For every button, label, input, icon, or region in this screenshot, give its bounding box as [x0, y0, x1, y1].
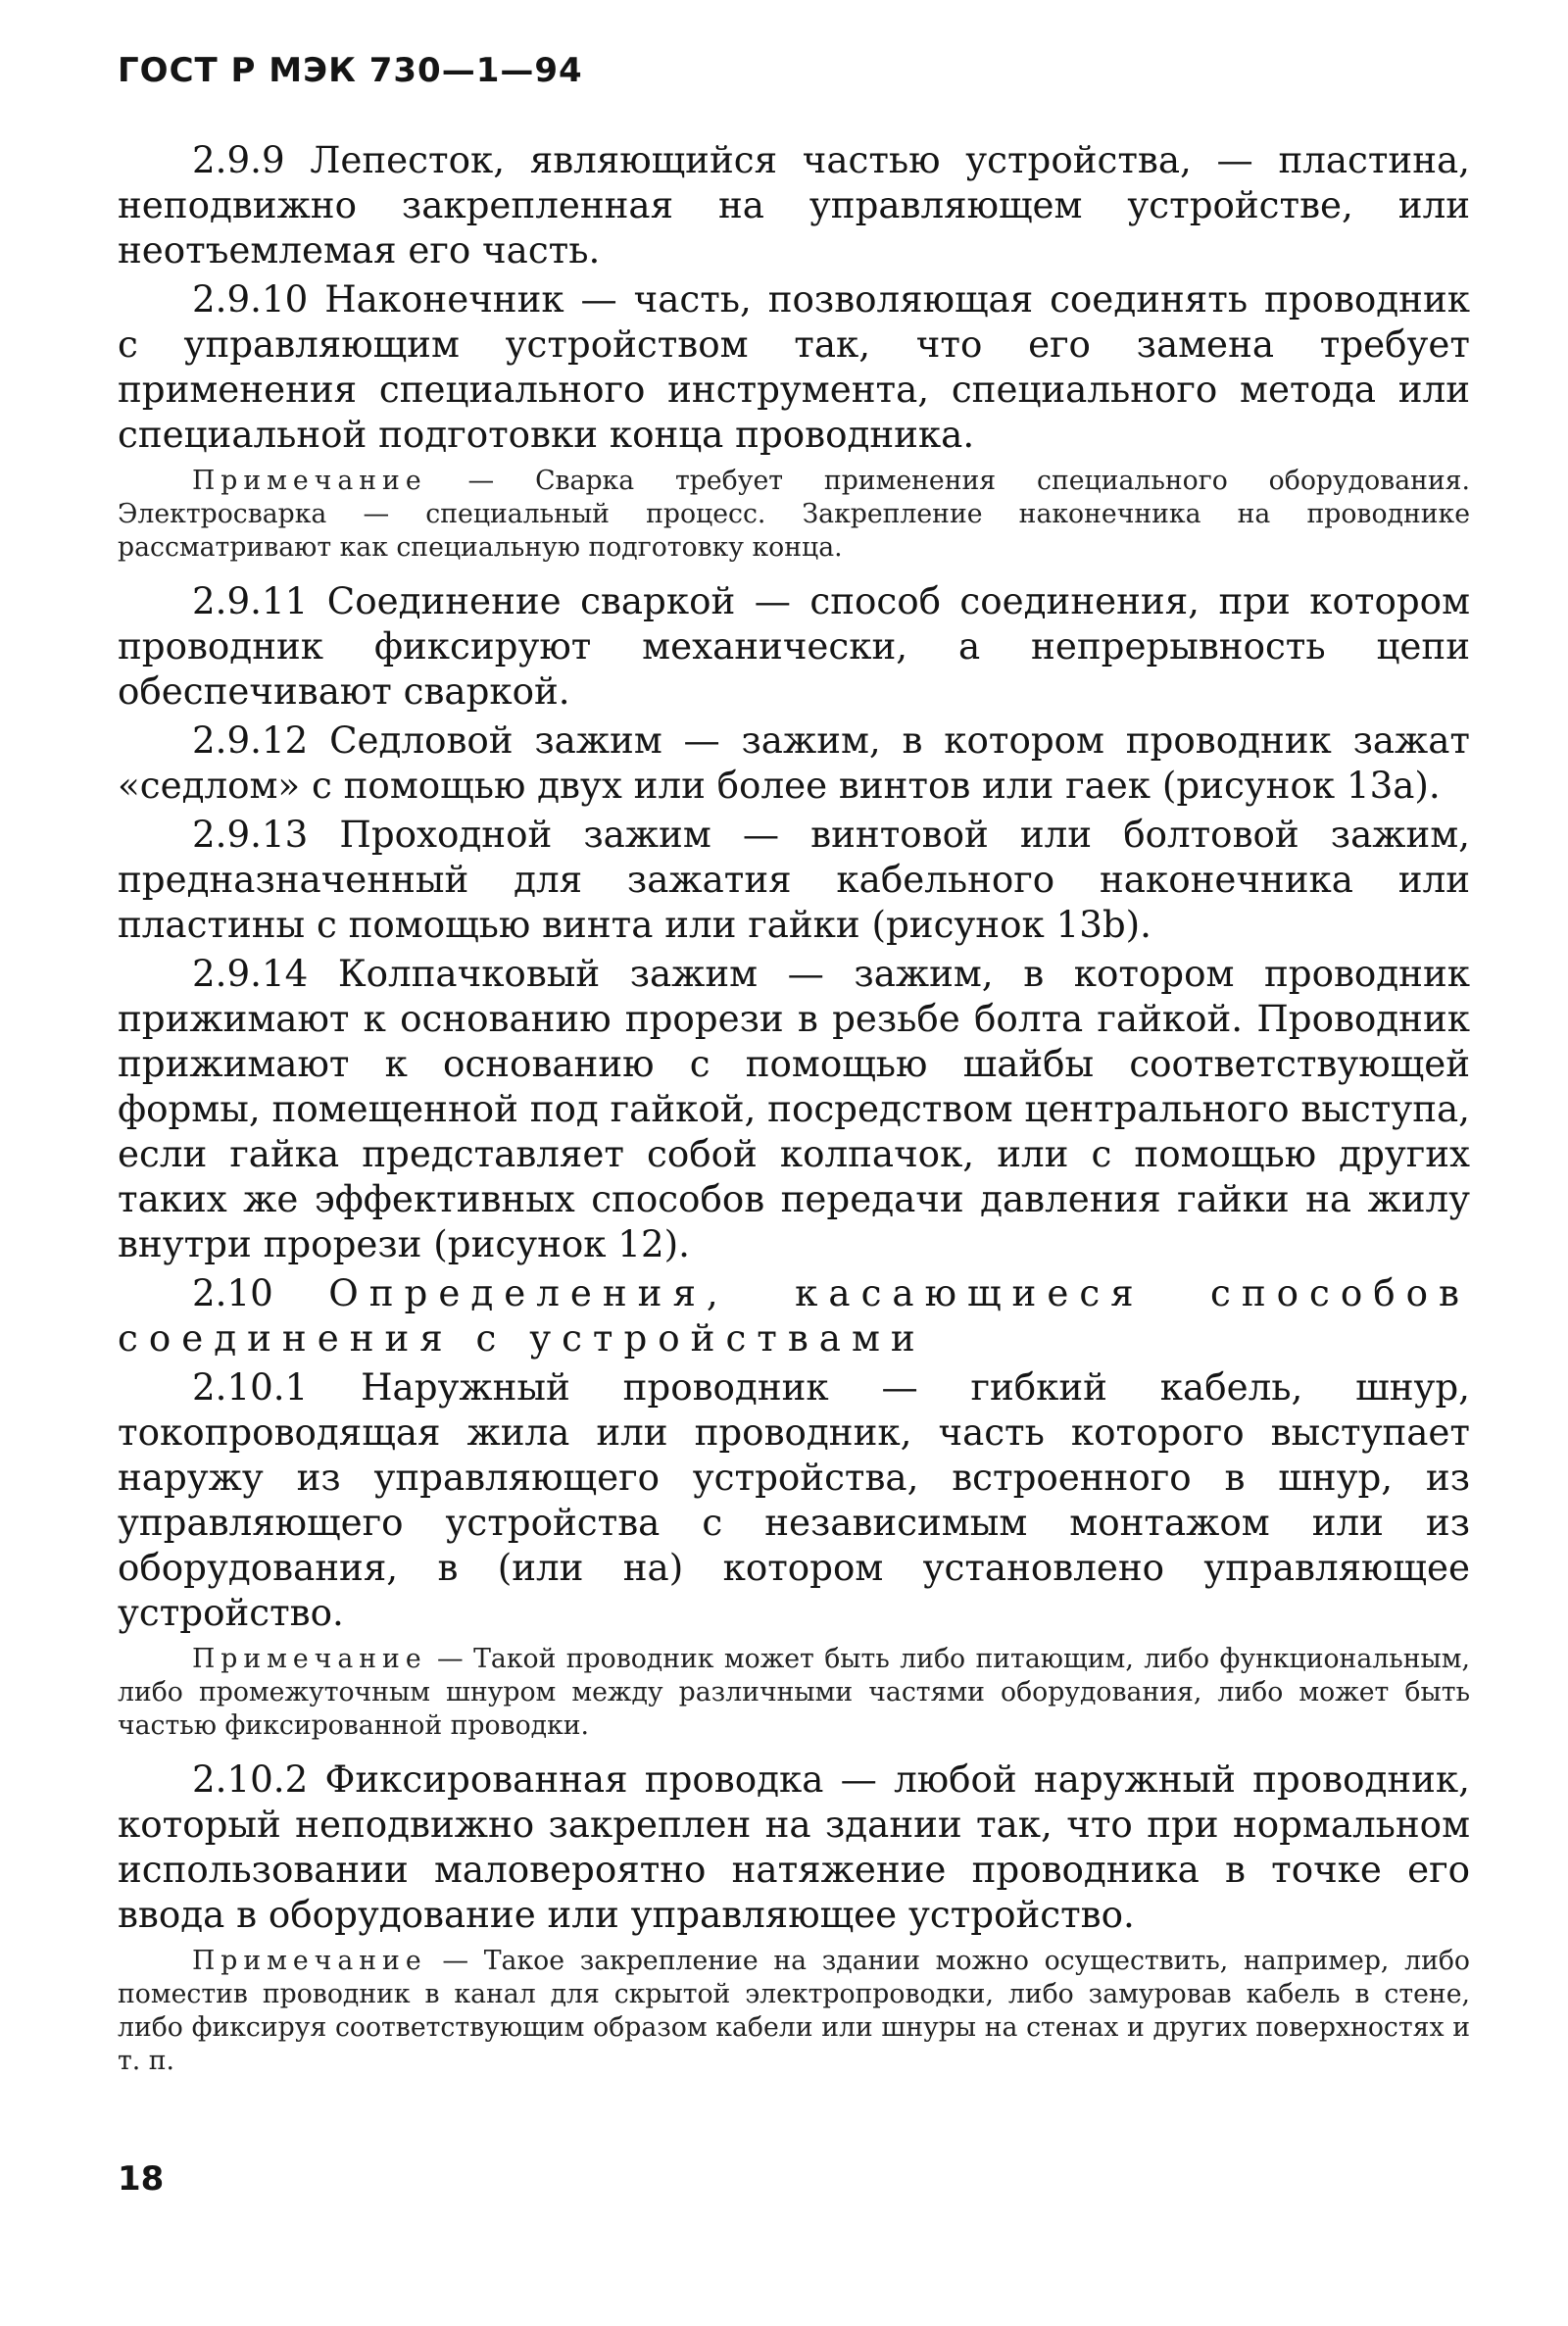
paragraph-2-9-11: 2.9.11 Соединение сваркой — способ соединения, при котором проводник фиксируют механически, а непрерывность цепи обеспечивают сваркой. — [118, 579, 1470, 713]
page-number: 18 — [118, 2159, 165, 2199]
paragraph-2-9-12: 2.9.12 Седловой зажим — зажим, в котором проводник зажат «седлом» с помощью двух или более винтов или гаек (рисунок 13а). — [118, 718, 1470, 807]
note-welding — [118, 465, 1470, 565]
note-text: — Такое закрепление на здании можно осуществить, например, либо поместив проводник в канал для скрытой электропроводки, либо замуровав кабель в стене, либо фиксируя соответствующим образом кабели или шнуры на стенах и других поверхностях и т. п. — [118, 1946, 1470, 2076]
note-fixed-wiring — [118, 1945, 1470, 2078]
paragraph-2-9-10: 2.9.10 Наконечник — часть, позволяющая соединять проводник с управляющим устройством так, что его замена требует применения специального инструмента, специального метода или специальной подготовки конца проводника. — [118, 277, 1470, 456]
section-title: Определения, касающиеся способов соединения с устройствами — [118, 1271, 1470, 1360]
document-header: ГОСТ Р МЭК 730—1—94 — [118, 51, 583, 90]
paragraph-2-9-13: 2.9.13 Проходной зажим — винтовой или болтовой зажим, предназначенный для зажатия кабельного наконечника или пластины с помощью винта или гайки (рисунок 13b). — [118, 813, 1470, 946]
paragraph-2-9-14: 2.9.14 Колпачковый зажим — зажим, в котором проводник прижимают к основанию прорези в резьбе болта гайкой. Проводник прижимают к основанию с помощью шайбы соответствующей формы, помещенной под гайкой, посредством центрального выступа, если гайка представляет собой колпачок, или с помощью других таких же эффективных способов передачи давления гайки на жилу внутри прорези (рисунок 12). — [118, 952, 1470, 1265]
paragraph-2-10-1: 2.10.1 Наружный проводник — гибкий кабель, шнур, токопроводящая жила или проводник, часть которого выступает наружу из управляющего устройства, встроенного в шнур, из управляющего устройства с независимым монтажом или из оборудования, в (или на) котором установлено управляющее устройство. — [118, 1365, 1470, 1634]
note-text: — Такой проводник может быть либо питающим, либо функциональным, либо промежуточным шнуром между различными частями оборудования, либо может быть частью фиксированной проводки. — [118, 1644, 1470, 1741]
note-external-conductor — [118, 1643, 1470, 1743]
note-label: Примечание — [192, 1946, 427, 1976]
section-number: 2.10 — [192, 1271, 273, 1314]
paragraph-2-9-9: 2.9.9 Лепесток, являющийся частью устройства, — пластина, неподвижно закрепленная на управляющем устройстве, или неотъемлемая его часть. — [118, 138, 1470, 272]
note-label: Примечание — [192, 1644, 427, 1674]
note-text: — Сварка требует применения специального оборудования. Электросварка — специальный процесс. Закрепление наконечника на проводнике рассматривают как специальную подготовку конца. — [118, 466, 1470, 563]
document-body — [118, 137, 1470, 2092]
paragraph-2-10-2: 2.10.2 Фиксированная проводка — любой наружный проводник, который неподвижно закреплен на здании так, что при нормальном использовании маловероятно натяжение проводника в точке его ввода в оборудование или управляющее устройство. — [118, 1757, 1470, 1936]
note-label: Примечание — [192, 466, 427, 496]
section-heading-2-10 — [118, 1270, 1470, 1361]
